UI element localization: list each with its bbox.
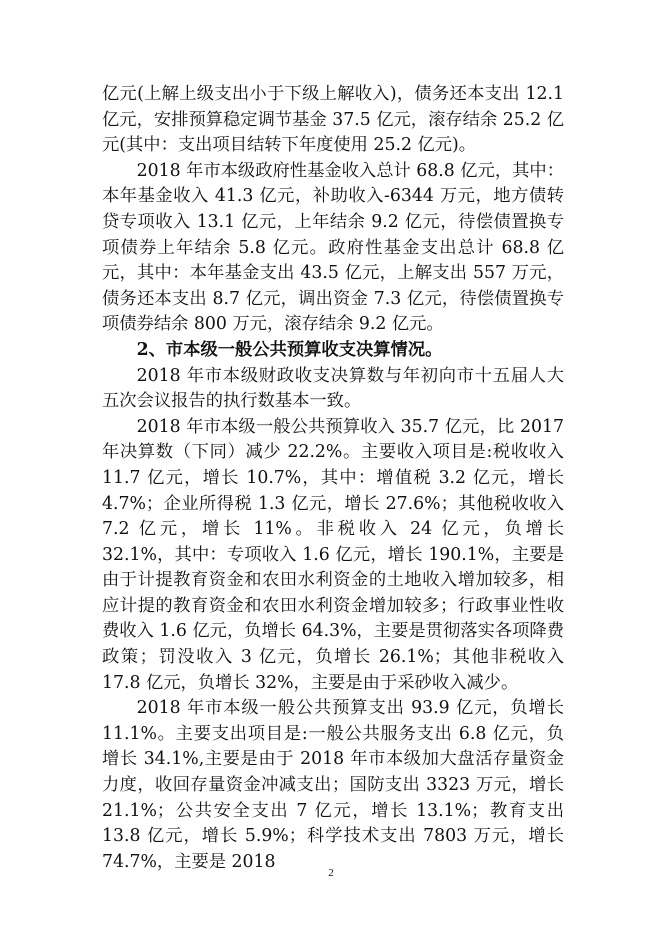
document-body — [102, 82, 564, 875]
paragraph-budget-revenue: 2018 年市本级一般公共预算收入 35.7 亿元，比 2017 年决算数（下同）减少 22.2%。主要收入项目是:税收收入 11.7 亿元，增长 10.7%，其中：增值税 3.2 亿元，增长 4.7%；企业所得税 1.3 亿元，增长 27.6%；其他税收收入 7.2 亿元，增长 11%。非税收入 24 亿元，负增长 32.1%，其中：专项收入 1.6 亿元，增长 190.1%，主要是由于计提教育资金和农田水利资金的土地收入增加较多，相应计提的教育资金和农田水利资金增加较多；行政事业性收费收入 1.6 亿元，负增长 64.3%，主要是贯彻落实各项降费政策；罚没收入 3 亿元，负增长 26.1%；其他非税收入 17.8 亿元，负增长 32%，主要是由于采砂收入减少。 — [102, 416, 564, 693]
paragraph-continuation: 亿元(上解上级支出小于下级上解收入)，债务还本支出 12.1 亿元，安排预算稳定调节基金 37.5 亿元，滚存结余 25.2 亿元(其中：支出项目结转下年度使用 25.2 亿元)。 — [102, 84, 564, 156]
page-number: 2 — [328, 867, 334, 879]
paragraph-budget-expenditure: 2018 年市本级一般公共预算支出 93.9 亿元，负增长 11.1%。主要支出项目是:一般公共服务支出 6.8 亿元，负增长 34.1%,主要是由于 2018 年市本级加大盘活存量资金力度，收回存量资金冲减支出；国防支出 3323 万元，增长 21.1%；公共安全支出 7 亿元，增长 13.1%；教育支出 13.8 亿元，增长 5.9%；科学技术支出 7803 万元，增长 74.7%，主要是 2018 — [102, 698, 564, 872]
paragraph-final-accounts: 2018 年市本级财政收支决算数与年初向市十五届人大五次会议报告的执行数基本一致。 — [102, 365, 564, 412]
section-heading: 2、市本级一般公共预算收支决算情况。 — [136, 339, 443, 360]
paragraph-government-fund: 2018 年市本级政府性基金收入总计 68.8 亿元，其中：本年基金收入 41.3 亿元，补助收入-6344 万元，地方债转贷专项收入 13.1 亿元，上年结余 9.2 亿元，待偿债置换专项债券上年结余 5.8 亿元。政府性基金支出总计 68.8 亿元，其中：本年基金支出 43.5 亿元，上解支出 557 万元，债务还本支出 8.7 亿元，调出资金 7.3 亿元，待偿债置换专项债券结余 800 万元，滚存结余 9.2 亿元。 — [102, 160, 564, 335]
